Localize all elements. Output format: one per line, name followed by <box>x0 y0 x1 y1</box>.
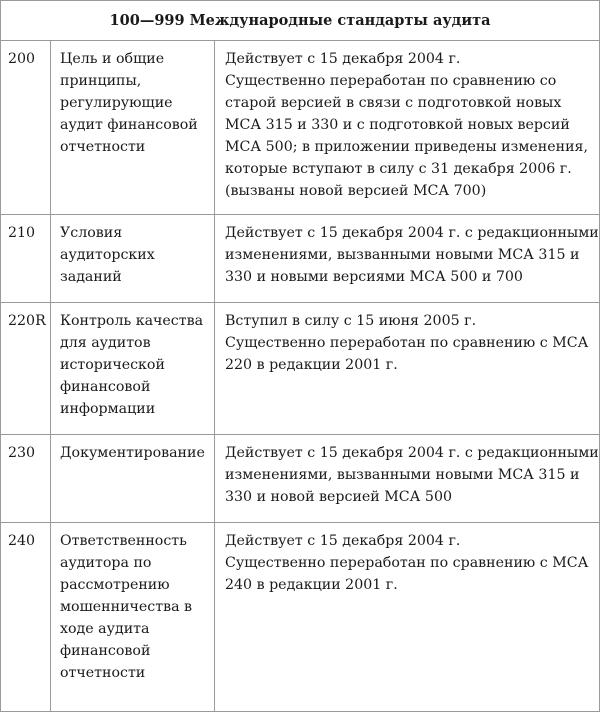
desc-line: Существенно переработан по сравнению с МСА <box>225 335 589 351</box>
desc-line: (вызваны новой версией МСА 700) <box>225 183 487 199</box>
title-line: исторической <box>60 357 165 373</box>
title-line: принципы, <box>60 73 142 89</box>
standard-number: 210 <box>1 215 51 303</box>
desc-line: 330 и новой версией МСА 500 <box>225 489 452 505</box>
title-line: финансовой <box>60 643 151 659</box>
title-line: заданий <box>60 269 122 285</box>
standard-title <box>51 435 215 523</box>
standard-number: 230 <box>1 435 51 523</box>
title-line: аудитора по <box>60 555 152 571</box>
title-line: отчетности <box>60 139 146 155</box>
title-line: Условия <box>60 225 123 241</box>
title-line: финансовой <box>60 379 151 395</box>
title-line: аудиторских <box>60 247 155 263</box>
desc-line: Действует с 15 декабря 2004 г. с редакционными <box>225 225 599 241</box>
title-line: Документирование <box>60 445 205 461</box>
standard-number: 240 <box>1 523 51 712</box>
table-row <box>1 215 600 303</box>
title-line: ходе аудита <box>60 621 150 637</box>
table-row <box>1 523 600 712</box>
table-row <box>1 303 600 435</box>
desc-line: МСА 315 и 330 и с подготовкой новых версий <box>225 117 570 133</box>
table-row <box>1 41 600 215</box>
desc-line: Вступил в силу с 15 июня 2005 г. <box>225 313 477 329</box>
desc-line: изменениями, вызванными новыми МСА 315 и <box>225 467 580 483</box>
title-line: регулирующие <box>60 95 173 111</box>
desc-line: Действует с 15 декабря 2004 г. <box>225 51 461 67</box>
desc-line: МСА 500; в приложении приведены изменения, <box>225 139 588 155</box>
desc-line: Действует с 15 декабря 2004 г. с редакционными <box>225 445 599 461</box>
standard-title <box>51 215 215 303</box>
table-header-title: 100—999 Международные стандарты аудита <box>1 1 600 41</box>
title-line: аудит финансовой <box>60 117 198 133</box>
table-row <box>1 435 600 523</box>
standard-number: 200 <box>1 41 51 215</box>
title-line: рассмотрению <box>60 577 170 593</box>
desc-line: изменениями, вызванными новыми МСА 315 и <box>225 247 580 263</box>
standard-title <box>51 303 215 435</box>
desc-line: 330 и новыми версиями МСА 500 и 700 <box>225 269 523 285</box>
standard-title <box>51 41 215 215</box>
table-header-row <box>1 1 600 41</box>
desc-line: Действует с 15 декабря 2004 г. <box>225 533 461 549</box>
standard-description <box>215 303 600 435</box>
standard-description <box>215 523 600 712</box>
title-line: Контроль качества <box>60 313 204 329</box>
title-line: Ответственность <box>60 533 187 549</box>
desc-line: Существенно переработан по сравнению с МСА <box>225 555 589 571</box>
title-line: отчетности <box>60 665 146 681</box>
standard-number: 220R <box>1 303 51 435</box>
desc-line: которые вступают в силу с 31 декабря 2006 г. <box>225 161 572 177</box>
desc-line: Существенно переработан по сравнению со <box>225 73 557 89</box>
title-line: Цель и общие <box>60 51 165 67</box>
desc-line: 240 в редакции 2001 г. <box>225 577 398 593</box>
title-line: информации <box>60 401 156 417</box>
desc-line: старой версией в связи с подготовкой новых <box>225 95 562 111</box>
desc-line: 220 в редакции 2001 г. <box>225 357 398 373</box>
standard-description <box>215 435 600 523</box>
title-line: для аудитов <box>60 335 151 351</box>
standard-title <box>51 523 215 712</box>
standard-description <box>215 215 600 303</box>
title-line: мошенничества в <box>60 599 193 615</box>
standard-description <box>215 41 600 215</box>
